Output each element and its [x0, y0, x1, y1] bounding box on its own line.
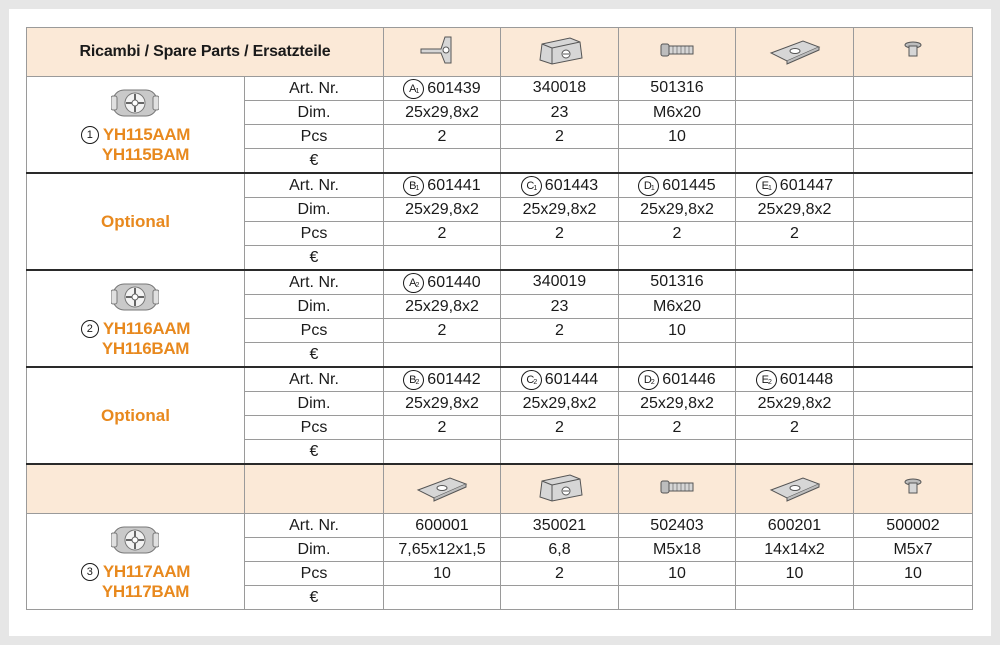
art-cell: 600201: [736, 514, 854, 538]
part-icon-cell: [854, 464, 973, 514]
art-number-cell: [736, 367, 854, 392]
dim-cell: 25x29,8x2: [384, 198, 501, 222]
dim-cell: [854, 198, 973, 222]
dim-cell: 25x29,8x2: [384, 295, 501, 319]
model-line: [81, 125, 190, 145]
dim-cell: 23: [501, 101, 619, 125]
part-icon-cell: [501, 28, 619, 77]
art-number-cell: [854, 173, 973, 198]
part-icon-cell: [384, 28, 501, 77]
art-number-cell: [501, 367, 619, 392]
counter-plate-icon: [765, 52, 825, 69]
badge-index: 2: [415, 281, 419, 289]
pcs-cell: 10: [619, 125, 736, 149]
part-icon-cell: [619, 464, 736, 514]
art-cell: 500002: [854, 514, 973, 538]
art-number: 501316: [650, 79, 704, 97]
model-line: [81, 562, 190, 582]
pcs-cell: 2: [736, 416, 854, 440]
header-row-2: [27, 464, 973, 514]
dim-cell: M6x20: [619, 101, 736, 125]
art-number: 340019: [532, 273, 587, 291]
part-icon-cell: [384, 464, 501, 514]
table-row: [27, 173, 973, 198]
counter-plate-icon: [412, 489, 472, 506]
dim-cell: [736, 295, 854, 319]
part-letter-badge: [638, 176, 659, 196]
badge-index: 1: [415, 87, 419, 95]
art-number: 601443: [544, 176, 599, 194]
row-label: Dim.: [245, 198, 384, 222]
model-line: [81, 145, 190, 165]
art-number-cell: [854, 270, 973, 295]
wedge-clamp-icon: [530, 53, 590, 70]
part-icon-cell: [854, 28, 973, 77]
part-letter-badge: [521, 176, 542, 196]
price-cell: [501, 246, 619, 271]
price-cell: [501, 586, 619, 610]
badge-index: 1: [533, 184, 537, 192]
art-number-cell: [736, 173, 854, 198]
dim-cell: M6x20: [619, 295, 736, 319]
row-label: €: [245, 343, 384, 368]
row-label: Art. Nr.: [245, 270, 384, 295]
price-cell: [736, 586, 854, 610]
art-number: 340018: [532, 79, 587, 97]
art-number: 601439: [427, 79, 481, 97]
badge-index: 2: [768, 378, 771, 386]
row-label: Art. Nr.: [245, 367, 384, 392]
part-letter-badge: [756, 176, 777, 196]
price-cell: [384, 246, 501, 271]
optional-label: Optional: [101, 405, 170, 425]
optional-label-cell: [27, 367, 245, 464]
art-number-cell: [736, 77, 854, 101]
model-block: [81, 85, 190, 165]
dim-cell: 25x29,8x2: [736, 392, 854, 416]
price-cell: [619, 149, 736, 174]
pcs-cell: 2: [384, 319, 501, 343]
row-label: Art. Nr.: [245, 173, 384, 198]
art-number-cell: [619, 173, 736, 198]
optional-label: Optional: [101, 211, 170, 231]
dim-cell: [736, 101, 854, 125]
price-cell: [736, 343, 854, 368]
cutter-head-icon: [111, 87, 159, 119]
badge-index: 2: [415, 378, 419, 386]
model-number-badge: 3: [81, 563, 99, 581]
model-line: [81, 339, 190, 359]
badge-letter: D: [643, 373, 651, 386]
part-icon-cell: [501, 464, 619, 514]
pcs-cell: 10: [736, 562, 854, 586]
pcs-cell: 2: [736, 222, 854, 246]
row-label: Pcs: [245, 562, 384, 586]
badge-letter: E: [761, 373, 769, 386]
model-name: YH116AAM: [102, 318, 191, 338]
dim-cell: 25x29,8x2: [384, 101, 501, 125]
row-label: Pcs: [245, 319, 384, 343]
art-number-cell: [384, 173, 501, 198]
art-number-cell: [619, 77, 736, 101]
small-screw-icon: [900, 48, 926, 65]
dim-cell: 23: [501, 295, 619, 319]
badge-index: 1: [768, 184, 771, 192]
badge-letter: C: [526, 179, 534, 192]
row-label: €: [245, 440, 384, 465]
art-number: 601441: [427, 176, 481, 194]
screw-icon: [655, 484, 699, 501]
price-cell: [619, 586, 736, 610]
art-number: 601446: [662, 370, 716, 388]
table-row: [27, 514, 973, 538]
table-row: [27, 367, 973, 392]
art-number-cell: [619, 367, 736, 392]
empty-header-cell: [27, 464, 245, 514]
pcs-cell: 10: [384, 562, 501, 586]
price-cell: [736, 440, 854, 465]
row-label: €: [245, 586, 384, 610]
badge-letter: E: [761, 179, 769, 192]
badge-letter: B: [409, 179, 416, 192]
spare-parts-table: [26, 27, 973, 610]
pcs-cell: 2: [384, 125, 501, 149]
pcs-cell: [736, 319, 854, 343]
art-cell: 350021: [501, 514, 619, 538]
price-cell: [384, 149, 501, 174]
model-number-badge: 2: [81, 320, 99, 338]
row-label: Pcs: [245, 416, 384, 440]
badge-index: 2: [533, 378, 537, 386]
row-label: €: [245, 149, 384, 174]
row-label: Dim.: [245, 295, 384, 319]
part-letter-badge: [756, 370, 777, 390]
row-label: Pcs: [245, 125, 384, 149]
part-letter-badge: [638, 370, 659, 390]
model-name: YH115AAM: [102, 124, 191, 144]
badge-letter: A: [409, 276, 416, 289]
price-cell: [854, 246, 973, 271]
badge-index: 1: [415, 184, 419, 192]
art-number-cell: [854, 77, 973, 101]
price-cell: [384, 586, 501, 610]
part-letter-badge: [521, 370, 542, 390]
dim-cell: M5x18: [619, 538, 736, 562]
empty-header-cell: [245, 464, 384, 514]
badge-letter: C: [526, 373, 534, 386]
price-cell: [854, 440, 973, 465]
dim-cell: 6,8: [501, 538, 619, 562]
pcs-cell: 2: [619, 222, 736, 246]
dim-cell: 25x29,8x2: [384, 392, 501, 416]
price-cell: [384, 343, 501, 368]
pcs-cell: 2: [501, 222, 619, 246]
art-number: 601447: [779, 176, 834, 194]
art-cell: 502403: [619, 514, 736, 538]
pcs-cell: [854, 125, 973, 149]
pcs-cell: [736, 125, 854, 149]
pcs-cell: 2: [501, 562, 619, 586]
art-number-cell: [501, 270, 619, 295]
price-cell: [384, 440, 501, 465]
header-row: [27, 28, 973, 77]
pcs-cell: [854, 222, 973, 246]
art-number: 601448: [779, 370, 834, 388]
badge-letter: A: [409, 82, 416, 95]
pcs-cell: 2: [501, 416, 619, 440]
model-line: [81, 582, 190, 602]
row-label: Dim.: [245, 101, 384, 125]
part-icon-cell: [736, 28, 854, 77]
price-cell: [619, 440, 736, 465]
badge-letter: B: [409, 373, 416, 386]
badge-index: 2: [650, 378, 654, 386]
part-letter-badge: [403, 176, 424, 196]
part-icon-cell: [736, 464, 854, 514]
row-label: Art. Nr.: [245, 514, 384, 538]
dim-cell: [854, 392, 973, 416]
pcs-cell: 2: [501, 125, 619, 149]
row-label: Pcs: [245, 222, 384, 246]
art-number-cell: [736, 270, 854, 295]
dim-cell: M5x7: [854, 538, 973, 562]
badge-letter: D: [643, 179, 651, 192]
model-block: [81, 279, 190, 359]
art-number-cell: [501, 173, 619, 198]
dim-cell: 25x29,8x2: [501, 198, 619, 222]
table-row: [27, 77, 973, 101]
model-cell: [27, 514, 245, 610]
dim-cell: 25x29,8x2: [619, 392, 736, 416]
pcs-cell: [854, 319, 973, 343]
art-cell: 600001: [384, 514, 501, 538]
price-cell: [501, 343, 619, 368]
art-number-cell: [384, 77, 501, 101]
cutter-head-icon: [111, 524, 159, 556]
price-cell: [854, 149, 973, 174]
dim-cell: 25x29,8x2: [736, 198, 854, 222]
dim-cell: [854, 295, 973, 319]
pcs-cell: 10: [619, 562, 736, 586]
price-cell: [854, 586, 973, 610]
row-label: Dim.: [245, 538, 384, 562]
optional-label-cell: [27, 173, 245, 270]
dim-cell: 25x29,8x2: [619, 198, 736, 222]
model-number-badge: 1: [81, 126, 99, 144]
row-label: Dim.: [245, 392, 384, 416]
pcs-cell: 2: [384, 222, 501, 246]
price-cell: [854, 343, 973, 368]
part-letter-badge: [403, 79, 424, 99]
art-number: 601442: [427, 370, 481, 388]
art-number-cell: [384, 367, 501, 392]
badge-index: 1: [650, 184, 654, 192]
pcs-cell: 2: [384, 416, 501, 440]
screw-icon: [655, 47, 699, 64]
dim-cell: 14x14x2: [736, 538, 854, 562]
table-title: Ricambi / Spare Parts / Ersatzteile: [27, 28, 384, 77]
part-letter-badge: [403, 273, 424, 293]
model-cell: [27, 270, 245, 367]
pcs-cell: 2: [619, 416, 736, 440]
art-number-cell: [854, 367, 973, 392]
price-cell: [619, 246, 736, 271]
art-number-cell: [384, 270, 501, 295]
model-name: YH117BAM: [101, 581, 190, 601]
model-name: YH117AAM: [102, 561, 191, 581]
art-number: 601445: [662, 176, 716, 194]
counter-plate-icon: [765, 489, 825, 506]
price-cell: [501, 440, 619, 465]
dim-cell: 25x29,8x2: [501, 392, 619, 416]
small-screw-icon: [900, 485, 926, 502]
pcs-cell: 10: [619, 319, 736, 343]
price-cell: [736, 149, 854, 174]
pcs-cell: 10: [854, 562, 973, 586]
art-number: 501316: [650, 273, 704, 291]
part-icon-cell: [619, 28, 736, 77]
blade-plate-icon: [415, 54, 469, 71]
price-cell: [501, 149, 619, 174]
model-block: [81, 522, 190, 602]
wedge-clamp-icon: [530, 490, 590, 507]
price-cell: [619, 343, 736, 368]
art-number: 601444: [544, 370, 599, 388]
table-row: [27, 270, 973, 295]
pcs-cell: [854, 416, 973, 440]
pcs-cell: 2: [501, 319, 619, 343]
art-number: 601440: [427, 273, 481, 291]
row-label: €: [245, 246, 384, 271]
art-number-cell: [619, 270, 736, 295]
part-letter-badge: [403, 370, 424, 390]
row-label: Art. Nr.: [245, 77, 384, 101]
dim-cell: [854, 101, 973, 125]
dim-cell: 7,65x12x1,5: [384, 538, 501, 562]
model-cell: [27, 77, 245, 174]
art-number-cell: [501, 77, 619, 101]
model-line: [81, 319, 190, 339]
cutter-head-icon: [111, 281, 159, 313]
model-name: YH116BAM: [101, 338, 190, 358]
model-name: YH115BAM: [101, 144, 190, 164]
price-cell: [736, 246, 854, 271]
